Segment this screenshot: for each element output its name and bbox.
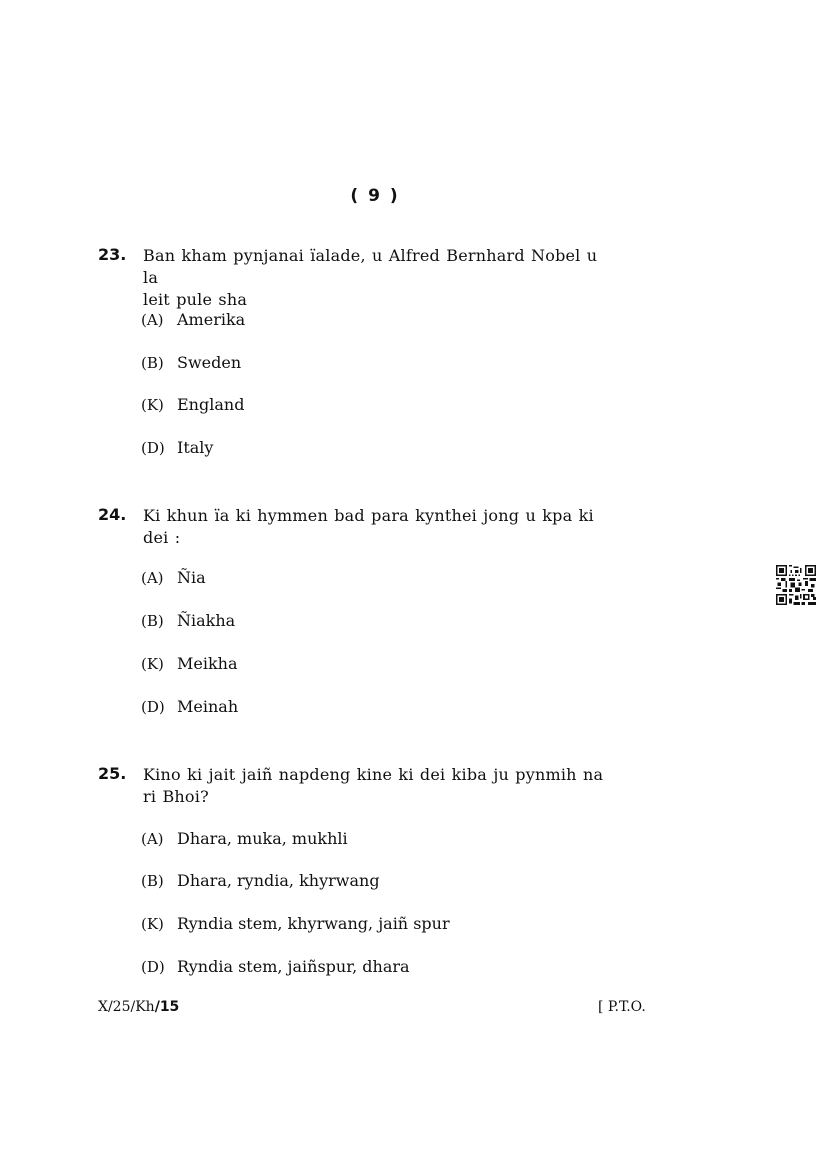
option-text: Meinah: [177, 697, 239, 716]
please-turn-over: [ P.T.O.: [598, 999, 646, 1015]
question-number: 24.: [98, 505, 127, 524]
option-k: [141, 653, 238, 675]
option-label: (D): [141, 958, 165, 976]
option-label: (D): [141, 439, 165, 457]
option-b: [141, 352, 241, 374]
question-text-line: leit pule sha: [143, 290, 248, 309]
paper-code: [98, 999, 179, 1015]
option-b: [141, 870, 380, 892]
option-d: [141, 437, 213, 459]
question-text: [143, 764, 618, 808]
option-text: Sweden: [177, 353, 242, 372]
option-k: [141, 394, 244, 416]
paper-code-page: /15: [154, 999, 180, 1015]
option-d: [141, 696, 238, 718]
option-label: (D): [141, 698, 165, 716]
option-text: Ñiakha: [177, 611, 236, 630]
page-number: ( 9 ): [350, 186, 400, 206]
option-a: [141, 309, 245, 331]
option-d: [141, 956, 410, 978]
question-number: 25.: [98, 764, 127, 783]
question-text-line: ri Bhoi?: [143, 787, 209, 806]
option-label: (A): [141, 569, 164, 587]
option-label: (A): [141, 311, 164, 329]
option-label: (B): [141, 872, 164, 890]
option-text: Ryndia stem, jaiñspur, dhara: [177, 957, 410, 976]
option-label: (B): [141, 612, 164, 630]
paper-code-prefix: X/25/Kh: [98, 999, 155, 1015]
question-text-line: dei :: [143, 528, 181, 547]
option-b: [141, 610, 235, 632]
option-label: (K): [141, 915, 164, 933]
option-label: (K): [141, 655, 164, 673]
option-k: [141, 913, 450, 935]
qr-code-icon: [776, 565, 816, 605]
question-text: [143, 505, 618, 549]
question-text: [143, 245, 618, 311]
question-number: 23.: [98, 245, 127, 264]
option-label: (K): [141, 396, 164, 414]
option-a: [141, 828, 348, 850]
option-a: [141, 567, 206, 589]
option-text: Ryndia stem, khyrwang, jaiñ spur: [177, 914, 450, 933]
option-text: Meikha: [177, 654, 238, 673]
question-text-line: Ban kham pynjanai ïalade, u Alfred Bernhard Nobel u la: [143, 246, 598, 287]
option-text: Amerika: [177, 310, 246, 329]
option-text: Italy: [177, 438, 214, 457]
option-text: England: [177, 395, 245, 414]
option-label: (B): [141, 354, 164, 372]
option-text: Dhara, muka, mukhli: [177, 829, 348, 848]
option-label: (A): [141, 830, 164, 848]
question-text-line: Kino ki jait jaiñ napdeng kine ki dei kiba ju pynmih na: [143, 765, 604, 784]
option-text: Ñia: [177, 568, 206, 587]
option-text: Dhara, ryndia, khyrwang: [177, 871, 380, 890]
question-text-line: Ki khun ïa ki hymmen bad para kynthei jong u kpa ki: [143, 506, 594, 525]
